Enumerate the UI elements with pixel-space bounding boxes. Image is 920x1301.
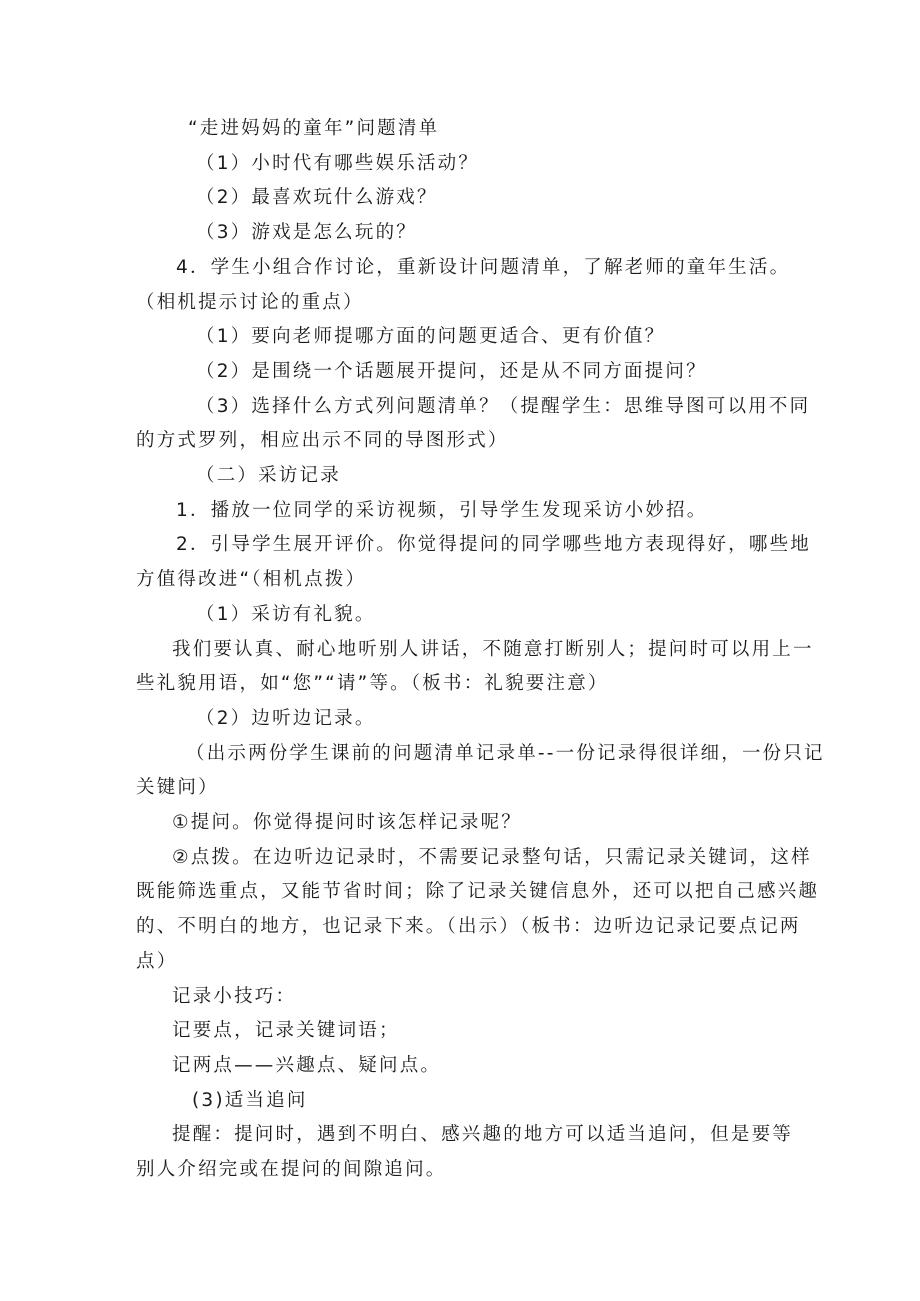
paragraph-step-4: 4．学生小组合作讨论，重新设计问题清单，了解老师的童年生活。	[176, 256, 791, 278]
paragraph-step-2: 2．引导学生展开评价。你觉得提问的同学哪些地方表现得好，哪些地	[176, 534, 811, 556]
point-guide-cont-3: 点）	[136, 950, 178, 972]
question-item-3: （3）游戏是怎么玩的？	[196, 222, 417, 244]
section-heading-interview-record: （二）采访记录	[196, 465, 341, 487]
record-tip-2: 记两点——兴趣点、疑问点。	[172, 1054, 442, 1076]
discussion-point-3-cont: 的方式罗列，相应出示不同的导图形式）	[136, 430, 509, 452]
document-body	[136, 112, 825, 1188]
point-ask: ①提问。你觉得提问时该怎样记录呢？	[172, 812, 522, 834]
paragraph-follow-up-cont: 别人介绍完或在提问的间隙追问。	[136, 1159, 447, 1181]
point-guide-cont-2: 的、不明白的地方，也记录下来。（出示）（板书：边听边记录记要点记两	[136, 916, 801, 938]
tip-follow-up: (3)适当追问	[192, 1089, 308, 1111]
discussion-point-1: （1）要向老师提哪方面的问题更适合、更有价值？	[196, 326, 666, 348]
paragraph-politeness: 我们要认真、耐心地听别人讲话，不随意打断别人；提问时可以用上一	[172, 638, 814, 660]
question-list-title: “走进妈妈的童年”问题清单	[188, 118, 440, 139]
record-tip-1: 记要点，记录关键词语；	[172, 1020, 400, 1042]
tip-listen-and-record: （2）边听边记录。	[196, 707, 376, 729]
paragraph-step-2-cont: 方值得改进“（相机点拨）	[136, 569, 367, 591]
question-item-1: （1）小时代有哪些娱乐活动？	[196, 152, 480, 174]
discussion-point-2: （2）是围绕一个话题展开提问，还是从不同方面提问？	[196, 360, 707, 382]
point-guide: ②点拨。在边听边记录时，不需要记录整句话，只需记录关键词，这样	[172, 846, 812, 868]
paragraph-record-sheets-cont: 关键问）	[136, 777, 219, 799]
point-guide-cont-1: 既能筛选重点，又能节省时间；除了记录关键信息外，还可以把自己感兴趣	[136, 881, 820, 903]
discussion-point-3: （3）选择什么方式列问题清单？（提醒学生：思维导图可以用不同	[196, 395, 811, 417]
paragraph-follow-up: 提醒：提问时，遇到不明白、感兴趣的地方可以适当追问，但是要等	[172, 1124, 794, 1146]
tip-politeness: （1）采访有礼貌。	[196, 603, 376, 625]
record-tips-heading: 记录小技巧：	[172, 985, 297, 1007]
question-item-2: （2）最喜欢玩什么游戏？	[196, 187, 438, 209]
paragraph-step-1: 1．播放一位同学的采访视频，引导学生发现采访小妙招。	[176, 499, 708, 521]
paragraph-politeness-cont: 些礼貌用语，如“您”“请”等。（板书：礼貌要注意）	[136, 673, 609, 695]
paragraph-record-sheets: （出示两份学生课前的问题清单记录单--一份记录得很详细，一份只记	[186, 742, 825, 764]
paragraph-step-4-cont: （相机提示讨论的重点）	[136, 291, 364, 313]
